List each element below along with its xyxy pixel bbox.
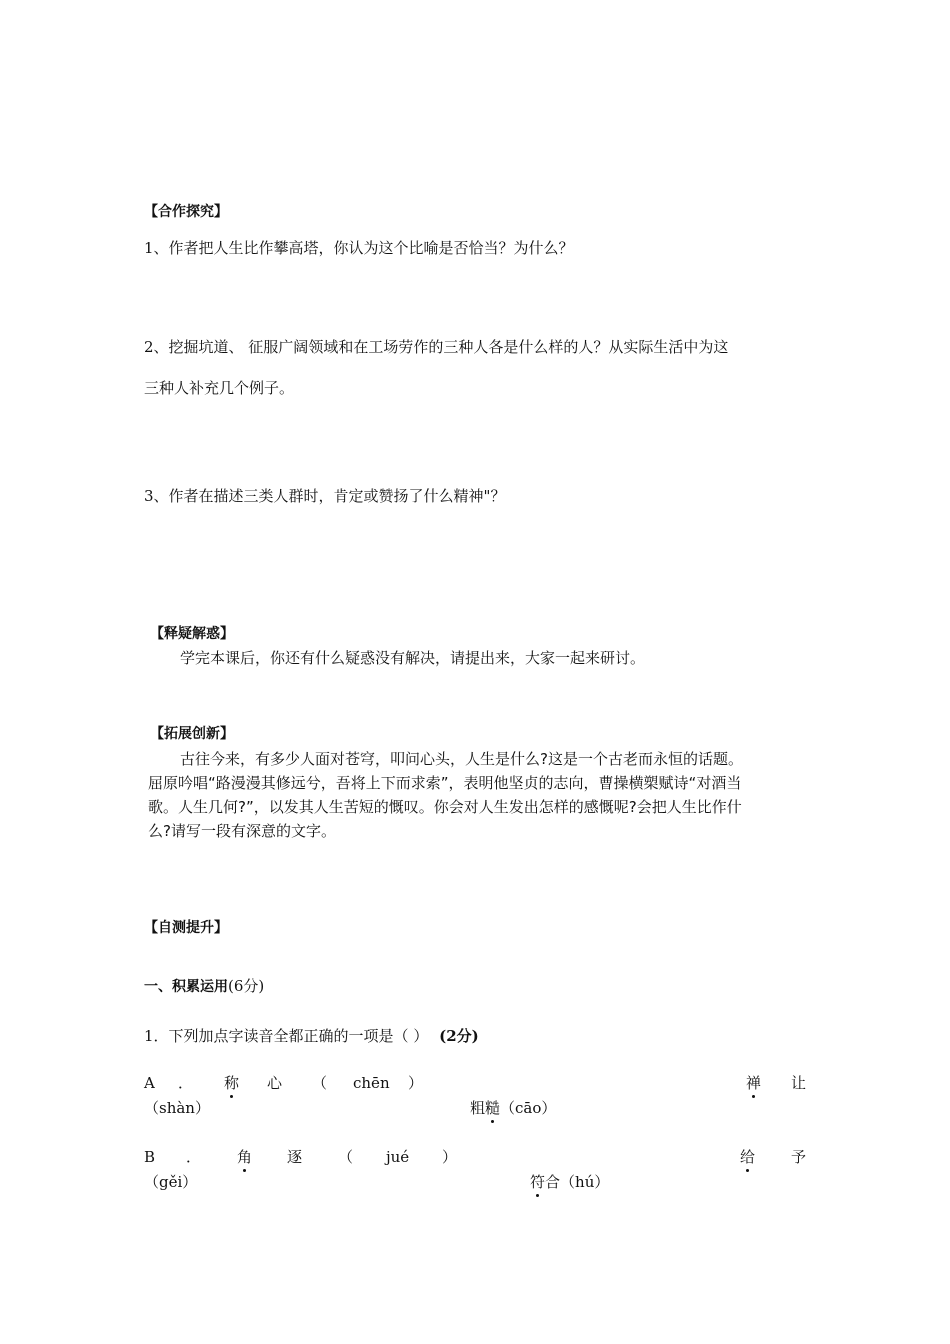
- option-b-char-2: 逐: [287, 1148, 303, 1166]
- option-a-dotted-char: 称: [224, 1074, 240, 1092]
- question-1: 1、作者把人生比作攀高塔，你认为这个比喻是否恰当？为什么？: [144, 239, 574, 257]
- extend-line-1: 古往今来，有多少人面对苍穹，叩问心头，人生是什么?这是一个古老而永恒的话题。: [180, 750, 743, 768]
- option-a-dot: ．: [178, 1074, 194, 1092]
- option-b-word-3-pinyin: （hú）: [560, 1173, 610, 1191]
- option-b-letter: B: [144, 1148, 156, 1166]
- option-a-word-3: [470, 1098, 556, 1118]
- option-b-char-1: [237, 1147, 252, 1167]
- part-1-score: (6分): [228, 977, 265, 995]
- option-a-word-3-dotted: 糙: [485, 1099, 501, 1117]
- option-a-word-2-char-1: [746, 1073, 761, 1093]
- option-b-dot: ．: [186, 1148, 202, 1166]
- part-1-title: 一、积累运用: [144, 979, 228, 995]
- option-b-rparen: ）: [442, 1148, 458, 1166]
- option-a-char-1: [224, 1073, 239, 1093]
- question-1-score: (2分): [439, 1027, 479, 1045]
- option-a-lparen: （: [312, 1074, 328, 1092]
- option-a-pinyin: chēn: [353, 1074, 390, 1092]
- question-1-text: 1．下列加点字读音全都正确的一项是（ ）: [144, 1027, 429, 1045]
- question-1-stem: [144, 1026, 479, 1046]
- option-a-word-3-pinyin: （cāo）: [500, 1099, 557, 1117]
- option-b-dotted-char: 角: [237, 1148, 253, 1166]
- doubts-text: 学完本课后，你还有什么疑惑没有解决，请提出来，大家一起来研讨。: [180, 649, 646, 667]
- option-a-rparen: ）: [408, 1074, 424, 1092]
- option-a-letter: A: [144, 1074, 155, 1092]
- option-b-word-2-char-2: 予: [791, 1148, 807, 1166]
- option-b-word-2-char-1: [740, 1147, 755, 1167]
- option-b-pinyin: jué: [386, 1148, 410, 1166]
- option-a-word-2-pinyin: （shàn）: [144, 1099, 210, 1117]
- section-title-selftest: 【自测提升】: [144, 920, 228, 936]
- section-title-doubts: 【释疑解惑】: [150, 626, 234, 642]
- option-b-word-3-char-2: 合: [545, 1173, 561, 1191]
- option-a-char-2: 心: [267, 1074, 283, 1092]
- option-b-word-2-pinyin: （gěi）: [144, 1173, 198, 1191]
- option-a-word-2-char-2: 让: [791, 1074, 807, 1092]
- question-2-line-1: 2、挖掘坑道、 征服广阔领域和在工场劳作的三种人各是什么样的人？从实际生活中为这: [144, 338, 729, 356]
- question-3: 3、作者在描述三类人群时，肯定或赞扬了什么精神"？: [144, 487, 506, 505]
- option-b-lparen: （: [338, 1148, 354, 1166]
- extend-line-3: 歌。人生几何?”，以发其人生苦短的慨叹。你会对人生发出怎样的感慨呢?会把人生比作什: [148, 798, 742, 816]
- extend-line-4: 么?请写一段有深意的文字。: [148, 822, 336, 840]
- option-a-word-2-dotted: 禅: [746, 1074, 762, 1092]
- question-2-line-2: 三种人补充几个例子。: [144, 379, 295, 397]
- section-title-extend: 【拓展创新】: [150, 726, 234, 742]
- option-a-word-3-char-1: 粗: [470, 1099, 486, 1117]
- section-title-cooperate: 【合作探究】: [144, 204, 228, 220]
- option-b-word-2-dotted: 给: [740, 1148, 756, 1166]
- part-1-heading: [144, 976, 264, 997]
- extend-line-2: 屈原吟唱“路漫漫其修远兮，吾将上下而求索”，表明他坚贞的志向，曹操横槊赋诗“对酒当: [148, 774, 742, 792]
- option-b-word-3-dotted: 符: [530, 1173, 546, 1191]
- option-b-word-3: [530, 1172, 609, 1192]
